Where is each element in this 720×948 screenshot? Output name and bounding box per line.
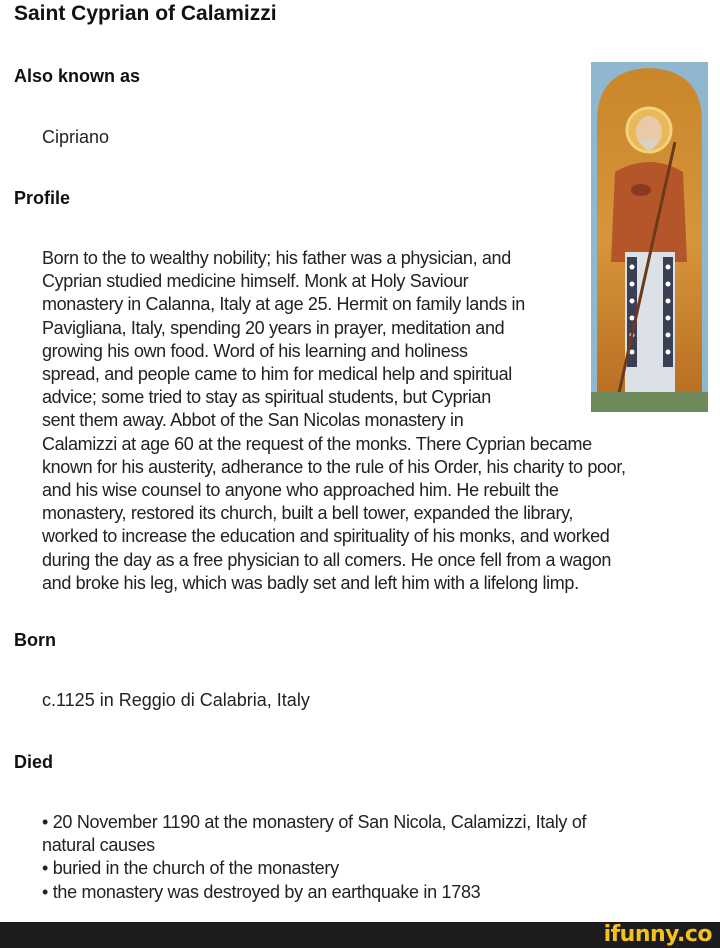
profile-line: spread, and people came to him for medical help and spiritual xyxy=(42,364,512,385)
profile-line: Pavigliana, Italy, spending 20 years in prayer, meditation and xyxy=(42,317,505,338)
heading-profile: Profile xyxy=(14,188,71,208)
profile-line: known for his austerity, adherance to the rule of his Order, his charity to poor, xyxy=(42,456,626,477)
born-value: c.1125 in Reggio di Calabria, Italy xyxy=(42,690,310,710)
footer-bar xyxy=(0,922,720,948)
profile-line: Calamizzi at age 60 at the request of the monks. There Cyprian became xyxy=(42,433,592,454)
profile-line: worked to increase the education and spirituality of his monks, and worked xyxy=(42,526,610,547)
died-item: • the monastery was destroyed by an earthquake in 1783 xyxy=(42,881,481,902)
died-item-continuation: natural causes xyxy=(42,835,155,856)
profile-paragraph xyxy=(42,247,712,595)
died-item: • buried in the church of the monastery xyxy=(42,858,339,879)
page-title: Saint Cyprian of Calamizzi xyxy=(14,2,277,25)
died-item: • 20 November 1190 at the monastery of San Nicola, Calamizzi, Italy of xyxy=(42,812,587,832)
profile-line: growing his own food. Word of his learning and holiness xyxy=(42,340,468,361)
profile-line: during the day as a free physician to all comers. He once fell from a wagon xyxy=(42,549,612,570)
heading-born: Born xyxy=(14,630,56,650)
profile-line: advice; some tried to stay as spiritual students, but Cyprian xyxy=(42,387,491,408)
also-known-as-value: Cipriano xyxy=(42,127,110,147)
profile-line: monastery in Calanna, Italy at age 25. Hermit on family lands in xyxy=(42,294,525,315)
heading-also-known-as: Also known as xyxy=(14,66,141,86)
profile-line: and broke his leg, which was badly set and left him with a lifelong limp. xyxy=(42,572,579,593)
profile-line: monastery, restored its church, built a bell tower, expanded the library, xyxy=(42,503,574,524)
profile-line: Born to the to wealthy nobility; his father was a physician, and xyxy=(42,248,511,268)
ifunny-watermark xyxy=(604,922,712,948)
profile-line: Cyprian studied medicine himself. Monk at Holy Saviour xyxy=(42,271,469,292)
brand-text: ifunny.co xyxy=(603,922,712,947)
heading-died: Died xyxy=(14,752,54,772)
profile-line: and his wise counsel to anyone who approached him. He rebuilt the xyxy=(42,480,559,501)
died-list xyxy=(42,811,586,904)
profile-line: sent them away. Abbot of the San Nicolas monastery in xyxy=(42,410,464,431)
